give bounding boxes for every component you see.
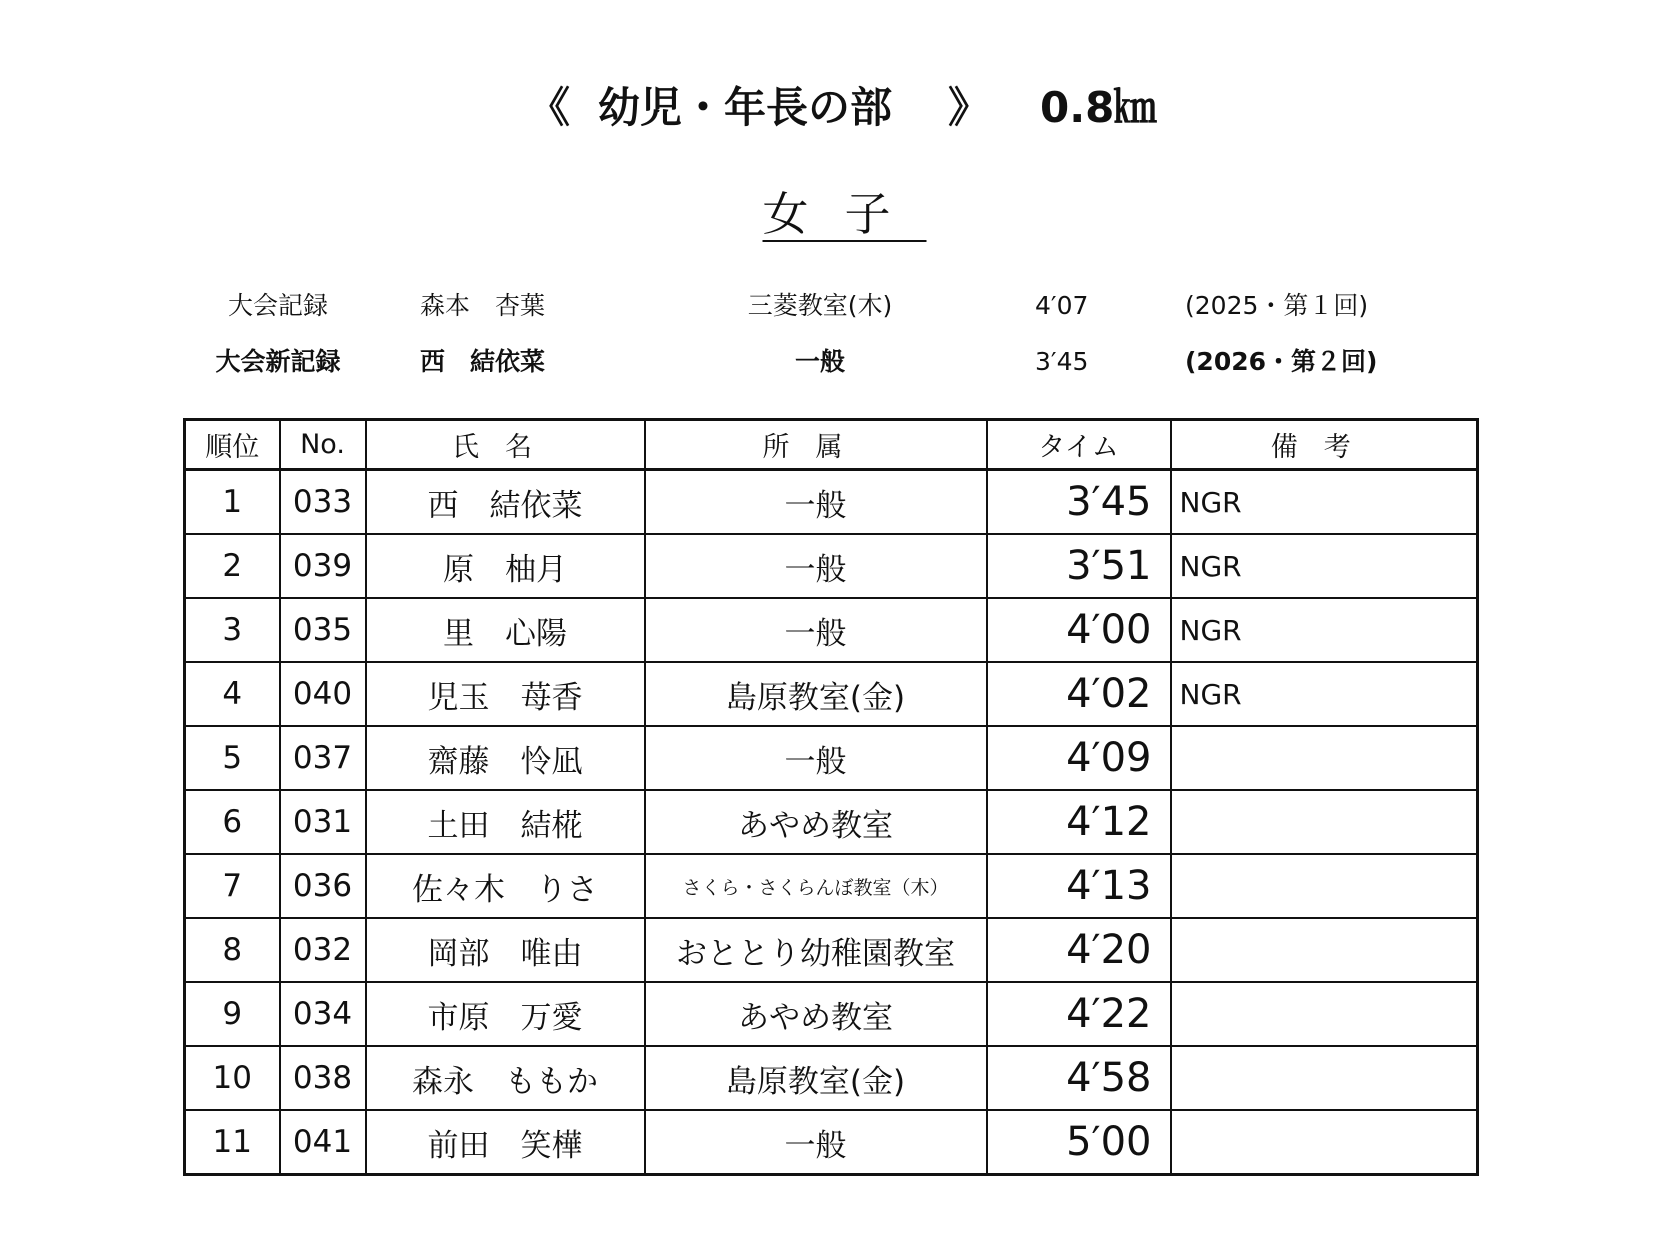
cell-name: 土田 結椛	[366, 790, 645, 854]
cell-name: 市原 万愛	[366, 982, 645, 1046]
cell-affiliation: 一般	[645, 534, 987, 598]
cell-rank: 10	[185, 1046, 280, 1110]
cell-name: 齋藤 怜凪	[366, 726, 645, 790]
cell-name: 前田 笑樺	[366, 1110, 645, 1175]
cell-time: 3′51	[987, 534, 1171, 598]
cell-number: 033	[280, 470, 366, 535]
table-row	[185, 854, 1478, 918]
cell-affiliation: 一般	[645, 598, 987, 662]
table-header-row	[185, 420, 1478, 470]
table-row	[185, 726, 1478, 790]
cell-number: 031	[280, 790, 366, 854]
header-name: 氏名	[366, 420, 645, 470]
page-title	[0, 78, 1653, 138]
cell-affiliation: 一般	[645, 470, 987, 535]
title-distance: 0.8㎞	[1040, 83, 1157, 132]
cell-affiliation: さくら・さくらんぼ教室（木）	[645, 854, 987, 918]
cell-rank: 3	[185, 598, 280, 662]
cell-note: NGR	[1171, 534, 1478, 598]
cell-affiliation: 島原教室(金)	[645, 1046, 987, 1110]
cell-time: 4′12	[987, 790, 1171, 854]
cell-rank: 1	[185, 470, 280, 535]
record-row-existing	[0, 286, 1653, 326]
cell-affiliation: 一般	[645, 726, 987, 790]
header-number: No.	[280, 420, 366, 470]
record-label: 大会記録	[227, 291, 328, 320]
cell-name: 佐々木 りさ	[366, 854, 645, 918]
cell-note	[1171, 790, 1478, 854]
header-affiliation: 所属	[645, 420, 987, 470]
cell-note	[1171, 918, 1478, 982]
title-open-bracket: 《	[528, 83, 571, 132]
record-name: 森本 杏葉	[420, 291, 546, 320]
table-row	[185, 534, 1478, 598]
table-row	[185, 662, 1478, 726]
table-row	[185, 1110, 1478, 1175]
cell-number: 039	[280, 534, 366, 598]
cell-note	[1171, 982, 1478, 1046]
table-row	[185, 1046, 1478, 1110]
cell-number: 034	[280, 982, 366, 1046]
cell-rank: 4	[185, 662, 280, 726]
cell-note	[1171, 854, 1478, 918]
cell-time: 4′02	[987, 662, 1171, 726]
cell-number: 032	[280, 918, 366, 982]
cell-note: NGR	[1171, 662, 1478, 726]
header-time: タイム	[987, 420, 1171, 470]
cell-rank: 9	[185, 982, 280, 1046]
table-row	[185, 470, 1478, 535]
cell-rank: 8	[185, 918, 280, 982]
cell-name: 児玉 苺香	[366, 662, 645, 726]
cell-rank: 11	[185, 1110, 280, 1175]
cell-rank: 5	[185, 726, 280, 790]
cell-time: 3′45	[987, 470, 1171, 535]
record-time: 4′07	[1035, 291, 1089, 320]
table-row	[185, 790, 1478, 854]
cell-number: 040	[280, 662, 366, 726]
cell-name: 岡部 唯由	[366, 918, 645, 982]
record-row-new	[0, 342, 1653, 382]
cell-time: 4′13	[987, 854, 1171, 918]
table-row	[185, 982, 1478, 1046]
record-label: 大会新記録	[215, 347, 341, 376]
cell-note: NGR	[1171, 470, 1478, 535]
cell-time: 4′58	[987, 1046, 1171, 1110]
cell-note	[1171, 1046, 1478, 1110]
title-close-bracket: 》	[948, 83, 991, 132]
cell-number: 037	[280, 726, 366, 790]
cell-rank: 2	[185, 534, 280, 598]
cell-time: 4′09	[987, 726, 1171, 790]
cell-affiliation: 一般	[645, 1110, 987, 1175]
cell-number: 036	[280, 854, 366, 918]
header-rank: 順位	[185, 420, 280, 470]
cell-name: 森永 ももか	[366, 1046, 645, 1110]
cell-rank: 7	[185, 854, 280, 918]
cell-number: 035	[280, 598, 366, 662]
cell-time: 4′00	[987, 598, 1171, 662]
cell-affiliation: あやめ教室	[645, 790, 987, 854]
cell-time: 4′22	[987, 982, 1171, 1046]
cell-time: 4′20	[987, 918, 1171, 982]
record-name: 西 結依菜	[420, 347, 546, 376]
record-year-round: (2025・第１回)	[1185, 291, 1369, 320]
cell-affiliation: おととり幼稚園教室	[645, 918, 987, 982]
gender-heading	[0, 178, 1653, 244]
cell-note: NGR	[1171, 598, 1478, 662]
gender-label: 女子	[762, 187, 927, 241]
title-category: 幼児・年長の部	[598, 83, 893, 132]
cell-number: 038	[280, 1046, 366, 1110]
cell-affiliation: あやめ教室	[645, 982, 987, 1046]
results-table	[183, 418, 1479, 1176]
record-year-round: (2026・第２回)	[1185, 347, 1378, 376]
cell-time: 5′00	[987, 1110, 1171, 1175]
cell-affiliation: 島原教室(金)	[645, 662, 987, 726]
table-row	[185, 598, 1478, 662]
record-affiliation: 三菱教室(木)	[747, 291, 893, 320]
record-affiliation: 一般	[794, 347, 845, 376]
record-time: 3′45	[1035, 347, 1089, 376]
cell-name: 原 柚月	[366, 534, 645, 598]
cell-name: 里 心陽	[366, 598, 645, 662]
header-note: 備考	[1171, 420, 1478, 470]
table-row	[185, 918, 1478, 982]
cell-number: 041	[280, 1110, 366, 1175]
cell-name: 西 結依菜	[366, 470, 645, 535]
cell-note	[1171, 1110, 1478, 1175]
cell-rank: 6	[185, 790, 280, 854]
cell-note	[1171, 726, 1478, 790]
